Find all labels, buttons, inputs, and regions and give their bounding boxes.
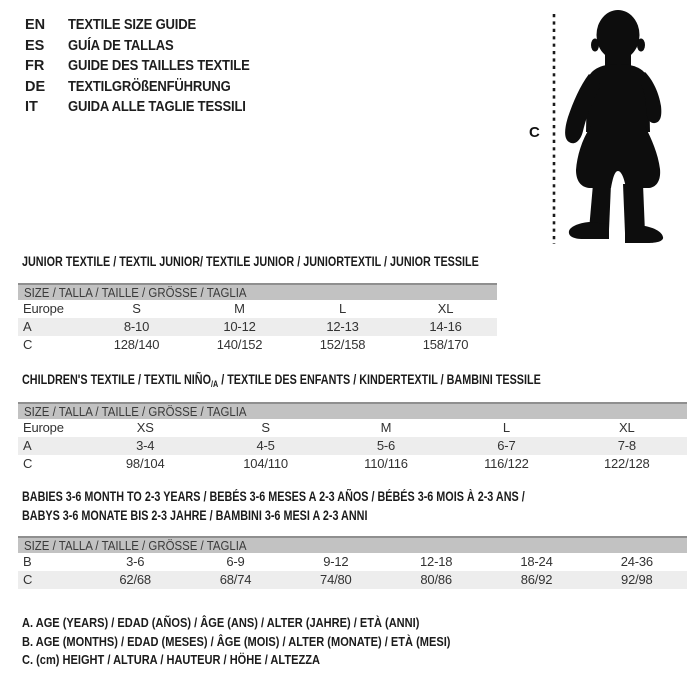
cell: 3-6: [126, 554, 145, 569]
toddler-body: [565, 10, 663, 243]
cell: 128/140: [113, 337, 160, 352]
row-label: Europe: [23, 301, 64, 316]
table-row-height: [18, 571, 687, 589]
size-header-text: SIZE / TALLA / TAILLE / GRÖSSE / TAGLIA: [24, 404, 247, 419]
row-label: C: [23, 572, 33, 587]
cell: 24-36: [620, 554, 653, 569]
row-label: C: [23, 456, 33, 471]
cell: 5-6: [376, 438, 396, 453]
cell: 14-16: [429, 319, 462, 334]
table-row-height: [18, 455, 687, 473]
babies-table-title: [22, 488, 525, 525]
size-header-bar: [18, 536, 687, 553]
size-header-text: SIZE / TALLA / TAILLE / GRÖSSE / TAGLIA: [24, 285, 247, 300]
row-label: B: [23, 554, 32, 569]
row-label: Europe: [23, 420, 64, 435]
cell: 6-9: [226, 554, 245, 569]
row-label: A: [23, 319, 32, 334]
children-table-title: [22, 371, 541, 394]
footnote-age-years: A. AGE (YEARS) / EDAD (AÑOS) / ÂGE (ANS) / ALTER (JAHRE) / ETÀ (ANNI): [22, 615, 420, 630]
size-header-bar: [18, 402, 687, 419]
cell: 80/86: [420, 572, 452, 587]
cell: L: [502, 420, 510, 435]
junior-table-title: JUNIOR TEXTILE / TEXTIL JUNIOR/ TEXTILE JUNIOR / JUNIORTEXTIL / JUNIOR TESSILE: [22, 254, 479, 269]
height-measure-label: C: [529, 124, 540, 141]
lang-title: TEXTILE SIZE GUIDE: [68, 17, 197, 33]
lang-title: GUÍA DE TALLAS: [68, 37, 174, 54]
cell: 116/122: [484, 456, 529, 471]
cell: 68/74: [219, 572, 252, 587]
babies-title-line1: BABIES 3-6 MONTH TO 2-3 YEARS / BEBÉS 3-6 MESES A 2-3 AÑOS / BÉBÉS 3-6 MOIS À 2-3 ANS /: [22, 489, 525, 504]
cell: 158/170: [422, 337, 469, 352]
cell: 98/104: [125, 456, 165, 471]
cell: 6-7: [497, 438, 516, 453]
cell: S: [132, 301, 141, 316]
language-title-list: [25, 15, 270, 118]
cell: 12-18: [420, 554, 453, 569]
row-label: C: [23, 337, 33, 352]
cell: S: [261, 420, 270, 435]
lang-row-de: [25, 77, 270, 98]
children-size-table: [18, 402, 687, 473]
cell: 12-13: [326, 319, 359, 334]
table-row-height: [18, 336, 497, 354]
cell: 10-12: [223, 319, 256, 334]
cell: XL: [437, 301, 454, 316]
footnote-height-cm: C. (cm) HEIGHT / ALTURA / HAUTEUR / HÖHE / ALTEZZA: [22, 652, 320, 667]
cell: L: [338, 301, 347, 316]
lang-title: GUIDE DES TAILLES TEXTILE: [68, 58, 250, 74]
row-label: A: [23, 438, 32, 453]
table-row-age: [18, 318, 497, 336]
lang-row-fr: [25, 56, 270, 77]
cell: 3-4: [136, 438, 155, 453]
cell: 62/68: [119, 572, 151, 587]
lang-row-es: [25, 36, 270, 57]
lang-title: GUIDA ALLE TAGLIE TESSILI: [68, 99, 246, 115]
cell: 18-24: [520, 554, 553, 569]
cell: 122/128: [604, 456, 650, 471]
cell: XS: [136, 420, 154, 435]
lang-code: ES: [25, 37, 45, 54]
footnote-legend: [22, 614, 526, 670]
cell: 4-5: [256, 438, 275, 453]
cell: 7-8: [617, 438, 636, 453]
cell: 152/158: [319, 337, 366, 352]
lang-code: FR: [25, 58, 45, 74]
cell: 74/80: [320, 572, 352, 587]
title-subscript: /A: [210, 379, 219, 389]
size-header-bar: [18, 283, 497, 300]
lang-code: DE: [25, 78, 46, 95]
footnote-age-months: B. AGE (MONTHS) / EDAD (MESES) / ÂGE (MOIS) / ALTER (MONATE) / ETÀ (MESI): [22, 633, 451, 649]
babies-size-table: [18, 536, 687, 589]
cell: 86/92: [520, 572, 553, 587]
lang-code: EN: [25, 17, 46, 33]
lang-row-it: [25, 97, 270, 118]
junior-size-table: [18, 283, 497, 354]
title-part: CHILDREN'S TEXTILE / TEXTIL NIÑO: [22, 372, 211, 387]
table-row-europe: [18, 300, 497, 318]
lang-code: IT: [25, 99, 38, 115]
cell: 140/152: [216, 337, 263, 352]
table-row-age: [18, 437, 687, 455]
cell: M: [234, 301, 245, 316]
lang-title: TEXTILGRÖßENFÜHRUNG: [68, 78, 231, 95]
cell: 92/98: [621, 572, 653, 587]
lang-row-en: [25, 15, 270, 36]
cell: 104/110: [243, 456, 288, 471]
cell: M: [380, 420, 392, 435]
title-part: / TEXTILE DES ENFANTS / KINDERTEXTIL / BAMBINI TESSILE: [218, 372, 541, 387]
cell: 9-12: [323, 554, 349, 569]
table-row-europe: [18, 419, 687, 437]
toddler-silhouette-icon: [545, 0, 695, 250]
table-row-months: [18, 553, 687, 571]
babies-title-line2: BABYS 3-6 MONATE BIS 2-3 JAHRE / BAMBINI 3-6 MESI A 2-3 ANNI: [22, 507, 368, 523]
size-header-text: SIZE / TALLA / TAILLE / GRÖSSE / TAGLIA: [24, 538, 247, 553]
cell: 8-10: [123, 319, 150, 334]
cell: 110/116: [364, 456, 408, 471]
cell: XL: [619, 420, 635, 435]
